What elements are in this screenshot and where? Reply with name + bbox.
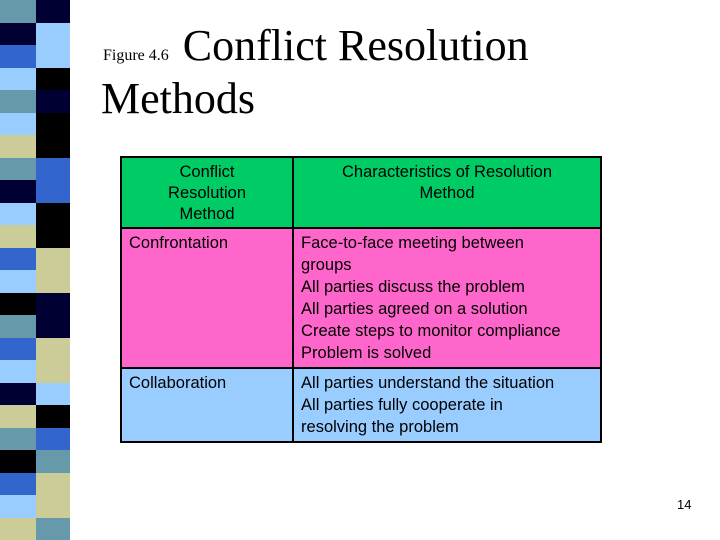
title-text-part1: Conflict Resolution (182, 21, 529, 70)
stripe-block (0, 23, 70, 46)
stripe-block (0, 203, 70, 226)
conflict-methods-table (120, 156, 602, 443)
stripe-block (0, 113, 70, 136)
stripe-block (0, 293, 70, 316)
stripe-block (0, 338, 70, 361)
title-text-part2: Methods (101, 74, 255, 123)
decorative-stripe (0, 0, 70, 540)
stripe-block (0, 135, 70, 158)
slide-title (103, 20, 529, 80)
characteristics-cell (293, 368, 601, 442)
header-method (121, 157, 293, 228)
stripe-block (0, 248, 70, 271)
stripe-block (0, 383, 70, 406)
stripe-block (0, 68, 70, 91)
stripe-block (0, 270, 70, 293)
stripe-block (0, 0, 70, 23)
header-characteristics (293, 157, 601, 228)
figure-label: Figure 4.6 (103, 47, 169, 64)
stripe-block (0, 473, 70, 496)
stripe-block (0, 428, 70, 451)
table-row (121, 228, 601, 368)
page-number: 14 (677, 497, 692, 512)
stripe-block (0, 180, 70, 203)
method-cell: Collaboration (121, 368, 293, 442)
characteristic-line: All parties agreed on a solution (301, 300, 528, 318)
table-row (121, 368, 601, 442)
method-cell: Confrontation (121, 228, 293, 368)
characteristic-line: groups (301, 256, 352, 274)
characteristic-line: resolving the problem (301, 418, 459, 436)
characteristic-line: All parties understand the situation (301, 374, 555, 392)
characteristics-cell (293, 228, 601, 368)
stripe-block (0, 495, 70, 518)
stripe-block (0, 360, 70, 383)
header-characteristics-line: Method (419, 184, 475, 202)
stripe-block (0, 315, 70, 338)
stripe-block (0, 90, 70, 113)
stripe-block (0, 518, 70, 540)
characteristic-line: Create steps to monitor compliance (301, 322, 561, 340)
header-method-line: Resolution (168, 184, 246, 202)
table-header-row (121, 157, 601, 228)
header-method-line: Method (179, 205, 235, 223)
stripe-block (0, 405, 70, 428)
stripe-block (0, 450, 70, 473)
header-characteristics-line: Characteristics of Resolution (342, 163, 553, 181)
characteristic-line: Face-to-face meeting between (301, 234, 524, 252)
stripe-block (0, 45, 70, 68)
stripe-block (0, 225, 70, 248)
header-method-line: Conflict (179, 163, 235, 181)
characteristic-line: All parties fully cooperate in (301, 396, 503, 414)
stripe-block (0, 158, 70, 181)
characteristic-line: Problem is solved (301, 344, 432, 362)
characteristic-line: All parties discuss the problem (301, 278, 525, 296)
